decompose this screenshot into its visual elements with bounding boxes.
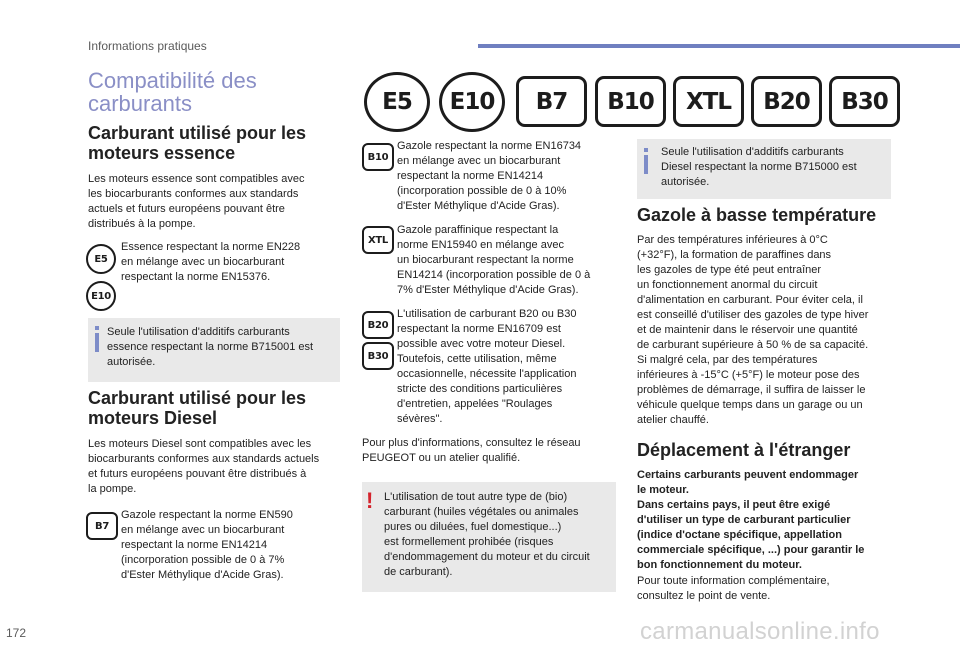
text-line: en mélange avec un biocarburant xyxy=(121,256,285,268)
warning-icon: ! xyxy=(366,488,374,513)
more-info-text xyxy=(362,436,622,466)
text-line: d'endommagement du moteur et du circuit xyxy=(384,551,590,563)
text-line: consultez le point de vente. xyxy=(637,590,771,602)
text-line: d'Ester Méthylique d'Acide Gras). xyxy=(397,200,560,212)
text-line: de carburant). xyxy=(384,566,453,578)
diesel-heading xyxy=(88,388,348,428)
fuel-badge-e10: E10 xyxy=(439,72,505,132)
essence-info-text xyxy=(107,325,337,370)
text-line: autorisée. xyxy=(107,356,156,368)
text-line: respectant la norme EN14214 xyxy=(397,170,544,182)
essence-intro xyxy=(88,172,348,232)
fuel-badge-xtl: XTL xyxy=(673,76,744,127)
fuel-badge-e10-small: E10 xyxy=(86,281,116,311)
essence-desc xyxy=(121,240,351,285)
info-icon xyxy=(642,148,651,174)
b10-desc xyxy=(397,139,627,214)
page-title-line-2: carburants xyxy=(88,91,192,116)
text-line: occasionnelle, nécessite l'application xyxy=(397,368,577,380)
essence-heading-line-1: Carburant utilisé pour les xyxy=(88,123,307,143)
text-line: essence respectant la norme B715001 est xyxy=(107,341,314,353)
text-line: les gazoles de type été peut entraîner xyxy=(637,264,822,276)
text-line: Seule l'utilisation d'additifs carburants xyxy=(107,326,290,338)
text-line: (incorporation possible de 0 à 10% xyxy=(397,185,567,197)
abroad-bold-text xyxy=(637,468,907,573)
warning-box xyxy=(362,482,616,592)
text-line: et futurs européens pouvant être distribués à xyxy=(88,468,307,480)
diesel-info-text xyxy=(661,145,889,190)
fuel-badge-e5: E5 xyxy=(364,72,430,132)
text-line: Toutefois, cette utilisation, même xyxy=(397,353,557,365)
text-line: pures ou diluées, fuel domestique...) xyxy=(384,521,562,533)
text-line: un biocarburant respectant la norme xyxy=(397,254,574,266)
fuel-badge-xtl-small: XTL xyxy=(362,226,394,254)
page-title xyxy=(88,69,348,115)
essence-heading xyxy=(88,123,348,163)
text-line: Gazole paraffinique respectant la xyxy=(397,224,559,236)
text-line: respectant la norme EN14214 xyxy=(121,539,268,551)
text-line: respectant la norme EN16709 est xyxy=(397,323,561,335)
text-line: d'utiliser un type de carburant particulier xyxy=(637,514,851,526)
diesel-heading-line-1: Carburant utilisé pour les xyxy=(88,388,307,408)
text-line: Par des températures inférieures à 0°C xyxy=(637,234,828,246)
essence-info-box xyxy=(88,318,340,382)
abroad-heading: Déplacement à l'étranger xyxy=(637,440,851,460)
text-line: Pour toute information complémentaire, xyxy=(637,575,830,587)
text-line: le moteur. xyxy=(637,484,689,496)
fuel-badge-b10: B10 xyxy=(595,76,666,127)
page-number: 172 xyxy=(6,626,27,640)
text-line: Gazole respectant la norme EN16734 xyxy=(397,140,582,152)
warning-text xyxy=(384,490,614,580)
text-line: (incorporation possible de 0 à 7% xyxy=(121,554,285,566)
text-line: Si malgré cela, par des températures xyxy=(637,354,818,366)
abroad-text xyxy=(637,574,907,604)
fuel-badge-b20: B20 xyxy=(751,76,822,127)
fuel-badge-b30: B30 xyxy=(829,76,900,127)
section-label: Informations pratiques xyxy=(88,39,207,53)
text-line: en mélange avec un biocarburant xyxy=(121,524,285,536)
info-icon xyxy=(93,326,102,352)
text-line: distribués à la pompe. xyxy=(88,218,196,230)
text-line: carburant (huiles végétales ou animales xyxy=(384,506,579,518)
fuel-badge-b10-small: B10 xyxy=(362,143,394,171)
text-line: les biocarburants conformes aux standards xyxy=(88,188,299,200)
text-line: problèmes de démarrage, il suffira de laisser le xyxy=(637,384,866,396)
low-temp-heading: Gazole à basse température xyxy=(637,205,877,225)
diesel-info-box xyxy=(637,139,891,199)
text-line: biocarburants conformes aux standards actuels xyxy=(88,453,320,465)
text-line: 7% d'Ester Méthylique d'Acide Gras). xyxy=(397,284,579,296)
fuel-badge-b20-small: B20 xyxy=(362,311,394,339)
text-line: la pompe. xyxy=(88,483,137,495)
fuel-badge-b7: B7 xyxy=(516,76,587,127)
text-line: Gazole respectant la norme EN590 xyxy=(121,509,293,521)
text-line: d'entretien, appelées "Roulages xyxy=(397,398,553,410)
diesel-heading-line-2: moteurs Diesel xyxy=(88,408,218,428)
low-temp-text xyxy=(637,233,907,428)
text-line: inférieures à -15°C (+5°F) le moteur pose des xyxy=(637,369,860,381)
text-line: et de maintenir dans le réservoir une quantité xyxy=(637,324,858,336)
text-line: atelier chauffé. xyxy=(637,414,709,426)
text-line: sévères". xyxy=(397,413,443,425)
text-line: Certains carburants peuvent endommager xyxy=(637,469,859,481)
text-line: d'Ester Méthylique d'Acide Gras). xyxy=(121,569,284,581)
text-line: Essence respectant la norme EN228 xyxy=(121,241,301,253)
text-line: PEUGEOT ou un atelier qualifié. xyxy=(362,452,521,464)
text-line: EN14214 (incorporation possible de 0 à xyxy=(397,269,591,281)
text-line: norme EN15940 en mélange avec xyxy=(397,239,564,251)
text-line: de carburant supérieure à 50 % de sa capacité. xyxy=(637,339,869,351)
text-line: bon fonctionnement du moteur. xyxy=(637,559,802,571)
text-line: Pour plus d'informations, consultez le réseau xyxy=(362,437,581,449)
page-title-line-1: Compatibilité des xyxy=(88,68,257,93)
text-line: un fonctionnement anormal du circuit xyxy=(637,279,818,291)
text-line: (+32°F), la formation de paraffines dans xyxy=(637,249,832,261)
text-line: (indice d'octane spécifique, appellation xyxy=(637,529,842,541)
text-line: L'utilisation de tout autre type de (bio) xyxy=(384,491,568,503)
text-line: Diesel respectant la norme B715000 est xyxy=(661,161,857,173)
text-line: véhicule quelque temps dans un garage ou un xyxy=(637,399,863,411)
text-line: en mélange avec un biocarburant xyxy=(397,155,561,167)
text-line: est conseillé d'utiliser des gazoles de type hiver xyxy=(637,309,869,321)
text-line: d'alimentation en carburant. Pour éviter cela, il xyxy=(637,294,863,306)
text-line: autorisée. xyxy=(661,176,710,188)
text-line: Les moteurs essence sont compatibles avec xyxy=(88,173,305,185)
text-line: Les moteurs Diesel sont compatibles avec les xyxy=(88,438,312,450)
header-accent-bar xyxy=(478,44,960,48)
b20-b30-desc xyxy=(397,307,627,427)
fuel-badge-b30-small: B30 xyxy=(362,342,394,370)
text-line: Dans certains pays, il peut être exigé xyxy=(637,499,831,511)
text-line: L'utilisation de carburant B20 ou B30 xyxy=(397,308,577,320)
text-line: possible avec votre moteur Diesel. xyxy=(397,338,566,350)
text-line: Seule l'utilisation d'additifs carburants xyxy=(661,146,844,158)
watermark: carmanualsonline.info xyxy=(640,618,880,645)
fuel-badge-b7-small: B7 xyxy=(86,512,118,540)
b7-desc xyxy=(121,508,351,583)
fuel-badge-e5-small: E5 xyxy=(86,244,116,274)
text-line: actuels et futurs européens pouvant être xyxy=(88,203,285,215)
xtl-desc xyxy=(397,223,627,298)
essence-heading-line-2: moteurs essence xyxy=(88,143,236,163)
text-line: est formellement prohibée (risques xyxy=(384,536,554,548)
diesel-intro xyxy=(88,437,350,497)
text-line: respectant la norme EN15376. xyxy=(121,271,271,283)
text-line: commerciale spécifique, ...) pour garantir le xyxy=(637,544,865,556)
text-line: stricte des conditions particulières xyxy=(397,383,563,395)
